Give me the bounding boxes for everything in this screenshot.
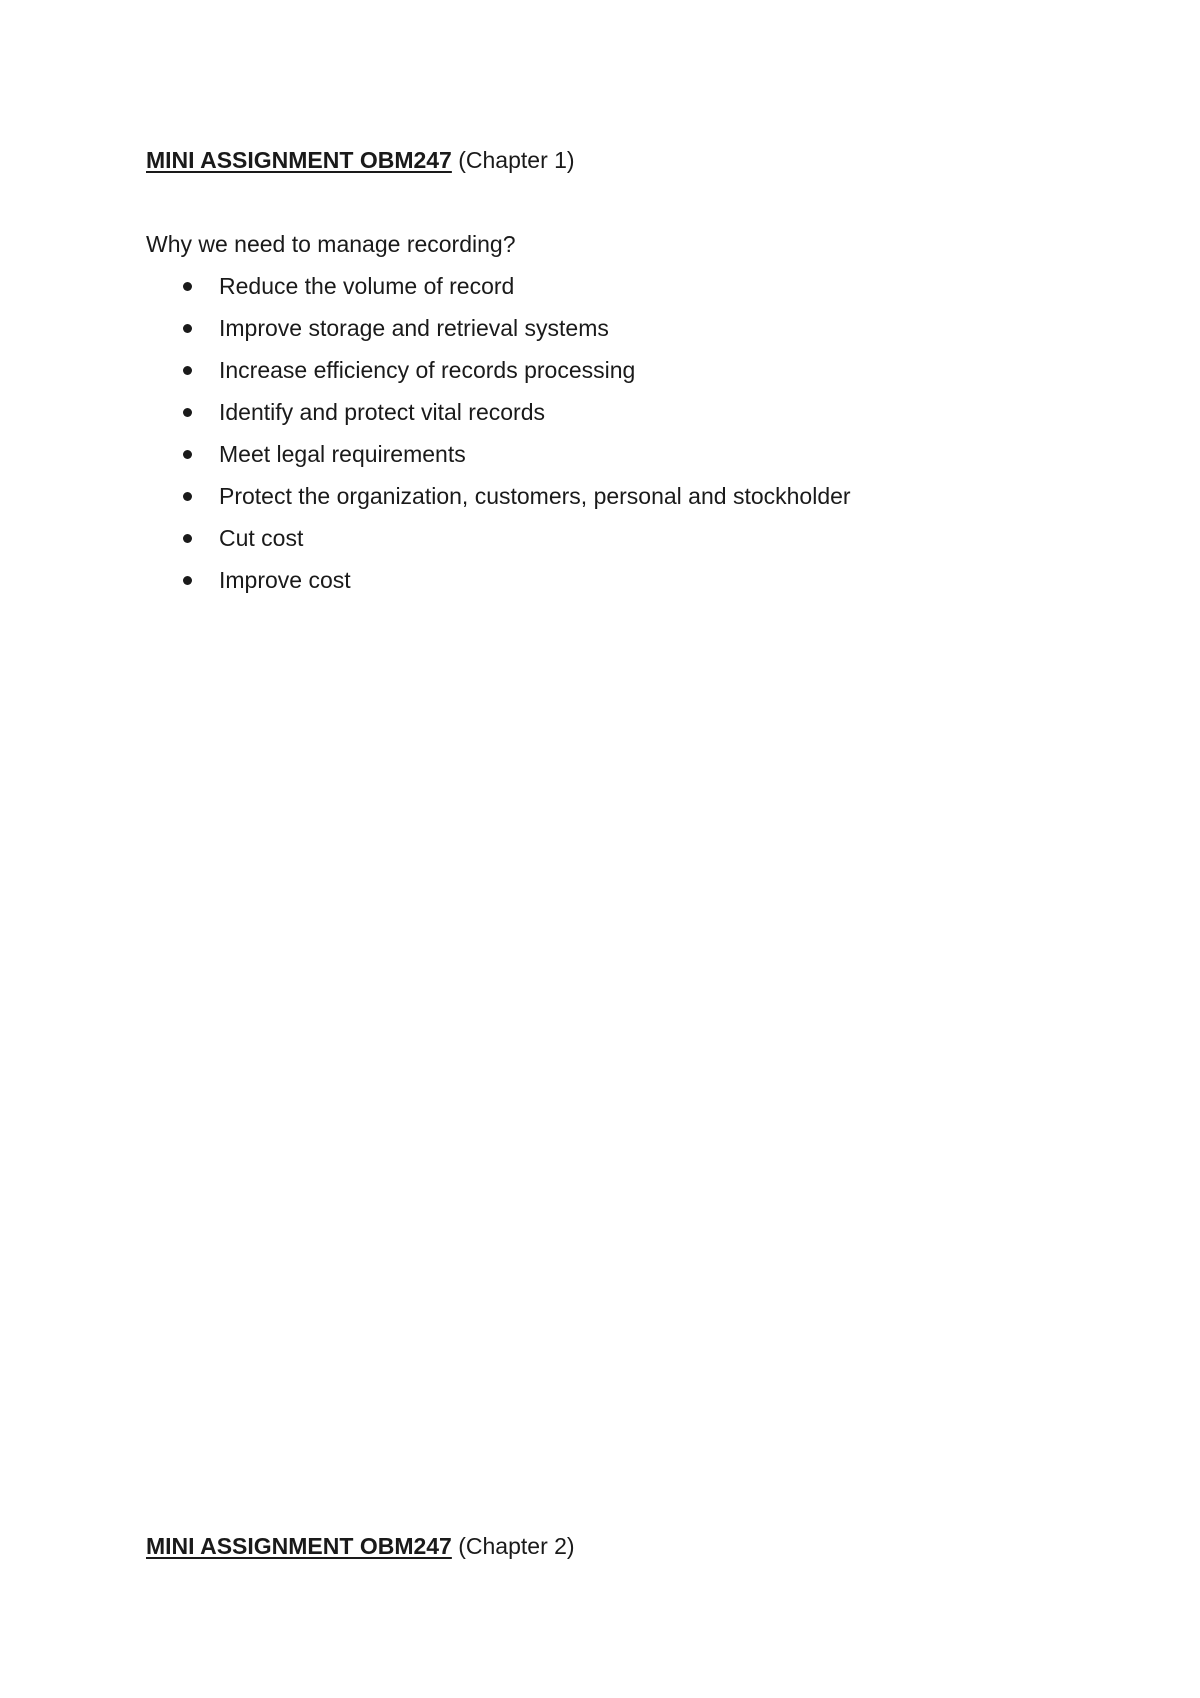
bullet-icon: [183, 492, 192, 501]
list-item-text: Cut cost: [219, 525, 304, 551]
question-text: Why we need to manage recording?: [146, 231, 516, 257]
chapter-2-heading: [146, 1532, 575, 1560]
chapter-2-subtitle: (Chapter 2): [458, 1533, 575, 1559]
bullet-icon: [183, 534, 192, 543]
bullet-icon: [183, 450, 192, 459]
list-item: [146, 440, 851, 482]
list-item: [146, 398, 851, 440]
chapter-1-heading: [146, 146, 575, 174]
list-item: [146, 482, 851, 524]
reasons-bullet-list: [146, 272, 851, 608]
chapter-1-title: MINI ASSIGNMENT OBM247: [146, 147, 452, 173]
bullet-icon: [183, 324, 192, 333]
list-item-text: Improve cost: [219, 567, 351, 593]
bullet-icon: [183, 366, 192, 375]
bullet-icon: [183, 576, 192, 585]
bullet-icon: [183, 282, 192, 291]
list-item: [146, 314, 851, 356]
list-item: [146, 524, 851, 566]
bullet-icon: [183, 408, 192, 417]
list-item-text: Improve storage and retrieval systems: [219, 315, 609, 341]
list-item-text: Meet legal requirements: [219, 441, 466, 467]
list-item-text: Reduce the volume of record: [219, 273, 515, 299]
chapter-2-title: MINI ASSIGNMENT OBM247: [146, 1533, 452, 1559]
chapter-1-subtitle: (Chapter 1): [458, 147, 575, 173]
list-item: [146, 272, 851, 314]
list-item: [146, 356, 851, 398]
list-item: [146, 566, 851, 608]
list-item-text: Identify and protect vital records: [219, 399, 545, 425]
list-item-text: Protect the organization, customers, personal and stockholder: [219, 483, 851, 509]
list-item-text: Increase efficiency of records processing: [219, 357, 636, 383]
